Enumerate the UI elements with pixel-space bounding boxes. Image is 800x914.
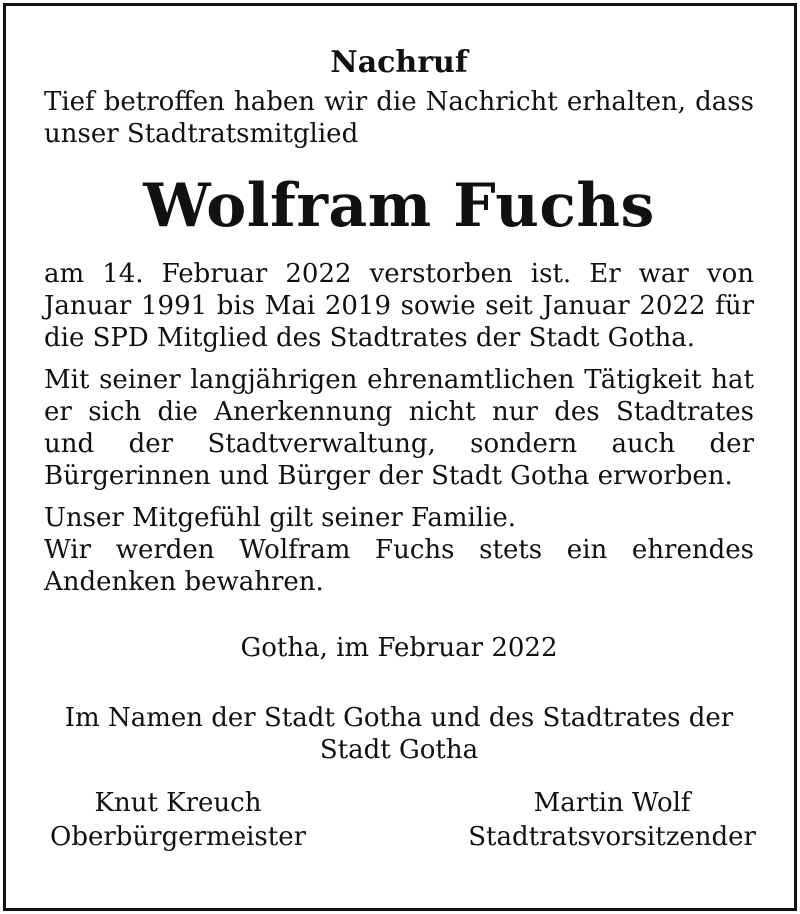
obituary-notice: [44, 40, 754, 854]
deceased-name: Wolfram Fuchs: [143, 171, 655, 241]
notice-heading: Nachruf: [330, 45, 468, 80]
paragraph-dates: am 14. Februar 2022 verstorben ist. Er war von Januar 1991 bis Mai 2019 sowie seit Januar 2022 für die SPD Mitglied des Stadtrates der Stadt Gotha.: [44, 259, 754, 353]
paragraph-tribute: Mit seiner langjährigen ehrenamtlichen Tätigkeit hat er sich die Anerkennung nicht nur des Stadtrates und der Stadtverwaltung, sondern auch der Bürgerinnen und Bürger der Stadt Gotha erworben.: [44, 365, 754, 491]
signatory-name: Knut Kreuch: [94, 788, 262, 818]
on-behalf-text: Im Namen der Stadt Gotha und des Stadtrates der Stadt Gotha: [64, 703, 734, 765]
signatory-council-chair: [468, 786, 756, 854]
place-date: Gotha, im Februar 2022: [240, 633, 558, 663]
signatory-title: Oberbürgermeister: [50, 822, 307, 852]
signatory-name: Martin Wolf: [533, 788, 691, 818]
signatory-title: Stadtratsvorsitzender: [468, 822, 756, 852]
signatory-mayor: [50, 786, 306, 854]
signature-block: [44, 786, 754, 854]
paragraph-remembrance: Wir werden Wolfram Fuchs stets ein ehrendes Andenken bewahren.: [44, 535, 754, 597]
paragraph-condolence: Unser Mitgefühl gilt seiner Familie.: [44, 503, 517, 533]
intro-text: Tief betroffen haben wir die Nachricht erhalten, dass unser Stadtratsmitglied: [44, 87, 754, 149]
